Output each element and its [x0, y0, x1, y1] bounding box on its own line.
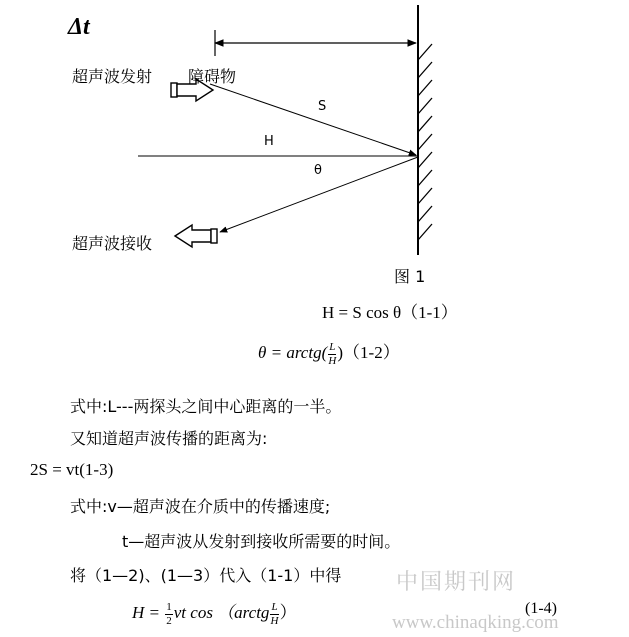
- eq4-fraction-half: [165, 602, 173, 627]
- text-line-1: 式中:L---两探头之间中心距离的一半。: [70, 397, 342, 416]
- receive-label: 超声波接收: [72, 234, 153, 253]
- watermark-url: www.chinaqking.com: [392, 612, 559, 633]
- watermark-cn: 中国期刊网: [396, 570, 517, 595]
- obstacle-label: 障碍物: [188, 67, 237, 86]
- s-label: S: [318, 99, 327, 114]
- text-line-2: 又知道超声波传播的距离为:: [70, 429, 268, 448]
- theta-label: θ: [314, 163, 322, 178]
- equation-1-4: [132, 598, 297, 627]
- s-line: [210, 84, 416, 155]
- text-line-5: 将（1—2)、(1—3）代入（1-1）中得: [70, 566, 342, 585]
- eq4-numerator: 1: [166, 600, 172, 613]
- transmit-label: 超声波发射: [72, 67, 153, 86]
- equation-1-4-tag: (1-4): [525, 600, 557, 617]
- eq4-lhs: H =: [132, 603, 160, 622]
- delta-t-label: Δt: [68, 14, 90, 40]
- eq2-denominator: H: [328, 354, 337, 367]
- equation-1-3: 2S = vt(1-3): [30, 460, 114, 479]
- receiver-icon: [175, 225, 217, 247]
- eq4-numerator-2: L: [271, 600, 278, 613]
- eq2-fraction: [328, 342, 336, 367]
- eq4-mid: vt cos （arctg: [173, 603, 270, 622]
- figure-caption: 图 1: [394, 267, 426, 286]
- wall-hatching: [418, 44, 432, 240]
- eq4-denominator: 2: [166, 614, 172, 627]
- text-line-3: 式中:v—超声波在介质中的传播速度;: [70, 497, 331, 516]
- eq2-lhs: θ = arctg(: [258, 343, 328, 362]
- eq4-rhs: ）: [279, 603, 297, 622]
- eq4-denominator-2: H: [270, 614, 279, 627]
- text-line-4: t—超声波从发射到接收所需要的时间。: [122, 532, 401, 551]
- eq2-numerator: L: [329, 340, 336, 353]
- equation-1-1: H = S cos θ（1-1）: [322, 303, 458, 322]
- eq4-fraction-lh: [270, 602, 278, 627]
- h-label: H: [264, 134, 274, 149]
- eq2-rhs: )（1-2）: [337, 343, 400, 362]
- equation-1-2: [258, 338, 400, 367]
